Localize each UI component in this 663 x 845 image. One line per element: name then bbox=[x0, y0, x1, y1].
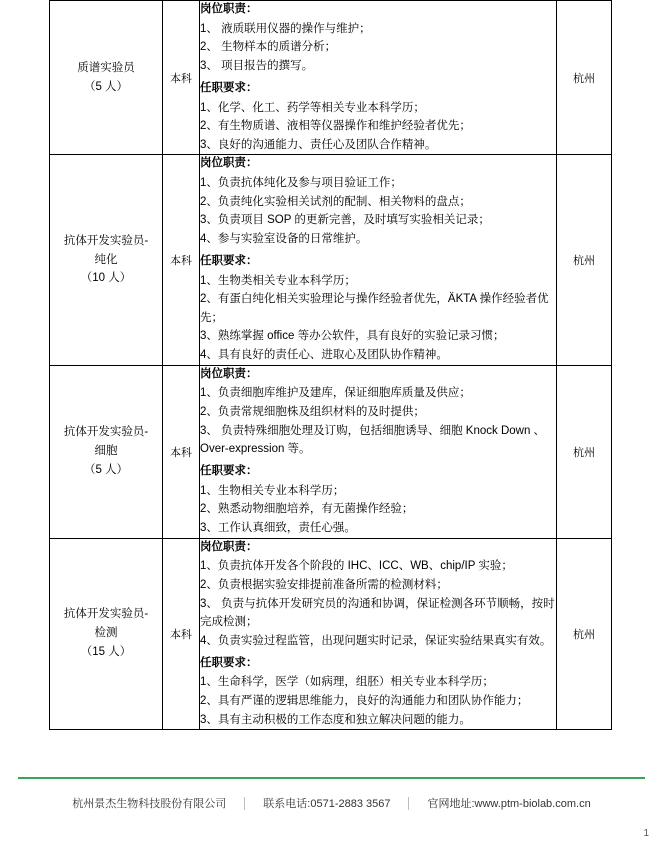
list-item: 3、熟练掌握 office 等办公软件，具有良好的实验记录习惯； bbox=[200, 330, 505, 343]
page-footer bbox=[0, 773, 663, 845]
requirements-list bbox=[200, 482, 556, 538]
education-cell: 本科 bbox=[163, 155, 200, 365]
job-headcount-line: （10 人） bbox=[80, 272, 132, 285]
job-title-cell bbox=[50, 365, 163, 538]
list-item: 1、化学、化工、药学等相关专业本科学历； bbox=[200, 101, 425, 114]
list-item: 4、具有良好的责任心、进取心及团队协作精神。 bbox=[200, 349, 448, 361]
education-cell: 本科 bbox=[163, 1, 200, 155]
list-item: 1、生物相关专业本科学历； bbox=[200, 484, 345, 497]
list-item: 3、 负责特殊细胞处理及订购，包括细胞诱导、细胞 Knock Down 、Over-expression 等。 bbox=[200, 424, 546, 456]
duties-list bbox=[200, 20, 556, 76]
footer-divider bbox=[18, 777, 645, 779]
duties-list bbox=[200, 384, 556, 459]
job-title-line: 抗体开发实验员- bbox=[63, 608, 149, 621]
list-item: 3、 负责与抗体开发研究员的沟通和协调，保证检测各环节顺畅，按时完成检测； bbox=[200, 597, 555, 629]
list-item: 2、负责根据实验安排提前准备所需的检测材料； bbox=[200, 579, 448, 592]
list-item: 2、负责常规细胞株及组织材料的及时提供； bbox=[200, 406, 425, 419]
list-item: 3、 项目报告的撰写。 bbox=[200, 60, 314, 73]
job-title-line: 抗体开发实验员- bbox=[63, 234, 149, 247]
list-item: 2、熟悉动物细胞培养，有无菌操作经验； bbox=[200, 503, 414, 516]
list-item: 1、负责细胞库维护及建库，保证细胞库质量及供应； bbox=[200, 387, 471, 400]
job-description-cell bbox=[200, 365, 557, 538]
job-title-cell bbox=[50, 155, 163, 365]
table-row bbox=[50, 538, 612, 730]
job-title-line: 质谱实验员 bbox=[77, 61, 135, 74]
job-description-cell bbox=[200, 155, 557, 365]
section-heading-requirements: 任职要求： bbox=[200, 656, 258, 669]
job-headcount-line: （5 人） bbox=[83, 80, 129, 93]
job-headcount-line: （5 人） bbox=[83, 464, 129, 477]
job-description-cell bbox=[200, 1, 557, 155]
list-item: 4、负责实验过程监管，出现问题实时记录，保证实验结果真实有效。 bbox=[200, 634, 552, 647]
section-heading-requirements: 任职要求： bbox=[200, 81, 258, 94]
job-headcount-line: （15 人） bbox=[80, 646, 132, 659]
footer-content bbox=[0, 795, 663, 811]
list-item: 3、负责项目 SOP 的更新完善，及时填写实验相关记录； bbox=[200, 214, 490, 227]
list-item: 1、生物类相关专业本科学历； bbox=[200, 274, 356, 287]
requirements-list bbox=[200, 99, 556, 155]
job-description-cell bbox=[200, 538, 557, 730]
list-item: 1、生命科学，医学（如病理，组胚）相关专业本科学历； bbox=[200, 676, 494, 689]
section-heading-duties: 岗位职责： bbox=[200, 3, 258, 15]
requirements-list bbox=[200, 272, 556, 365]
section-heading-requirements: 任职要求： bbox=[200, 254, 258, 267]
section-heading-requirements: 任职要求： bbox=[200, 464, 258, 477]
list-item: 1、 液质联用仪器的操作与维护； bbox=[200, 22, 371, 35]
requirements-list bbox=[200, 673, 556, 729]
city-cell: 杭州 bbox=[557, 155, 612, 365]
list-item: 2、 生物样本的质谱分析； bbox=[200, 41, 337, 54]
section-heading-duties: 岗位职责： bbox=[200, 367, 258, 380]
list-item: 4、参与实验室设备的日常维护。 bbox=[200, 233, 368, 246]
list-item: 1、负责抗体开发各个阶段的 IHC、ICC、WB、chip/IP 实验； bbox=[200, 560, 513, 573]
list-item: 1、负责抗体纯化及参与项目验证工作； bbox=[200, 177, 402, 190]
list-item: 3、工作认真细致，责任心强。 bbox=[200, 522, 356, 534]
duties-list bbox=[200, 174, 556, 249]
job-title-line-2: 纯化 bbox=[94, 253, 118, 266]
page-number: 1 bbox=[643, 828, 649, 839]
table-row bbox=[50, 365, 612, 538]
section-heading-duties: 岗位职责： bbox=[200, 540, 258, 553]
list-item: 2、负责纯化实验相关试剂的配制、相关物料的盘点； bbox=[200, 195, 471, 208]
list-item: 3、具有主动积极的工作态度和独立解决问题的能力。 bbox=[200, 713, 471, 726]
job-title-cell bbox=[50, 1, 163, 155]
education-cell: 本科 bbox=[163, 365, 200, 538]
job-title-line-2: 细胞 bbox=[94, 445, 118, 458]
list-item: 2、具有严谨的逻辑思维能力，良好的沟通能力和团队协作能力； bbox=[200, 695, 529, 707]
job-title-line-2: 检测 bbox=[94, 627, 118, 640]
footer-phone: 联系电话:0571-2883 3567 bbox=[263, 798, 391, 810]
table-row bbox=[50, 1, 612, 155]
job-title-line: 抗体开发实验员- bbox=[63, 426, 149, 439]
job-listing-table bbox=[49, 0, 612, 730]
list-item: 3、良好的沟通能力、责任心及团队合作精神。 bbox=[200, 138, 437, 151]
education-cell: 本科 bbox=[163, 538, 200, 730]
city-cell: 杭州 bbox=[557, 538, 612, 730]
table-body bbox=[50, 1, 612, 730]
footer-website: 官网地址:www.ptm-biolab.com.cn bbox=[427, 798, 591, 810]
list-item: 2、有蛋白纯化相关实验理论与操作经验者优先，ÄKTA 操作经验者优先； bbox=[200, 293, 549, 324]
city-cell: 杭州 bbox=[557, 365, 612, 538]
list-item: 2、有生物质谱、液相等仪器操作和维护经验者优先； bbox=[200, 120, 471, 133]
table-row bbox=[50, 155, 612, 365]
section-heading-duties: 岗位职责： bbox=[200, 157, 258, 170]
city-cell: 杭州 bbox=[557, 1, 612, 155]
job-title-cell bbox=[50, 538, 163, 730]
duties-list bbox=[200, 557, 556, 650]
footer-company: 杭州景杰生物科技股份有限公司 bbox=[72, 798, 227, 810]
